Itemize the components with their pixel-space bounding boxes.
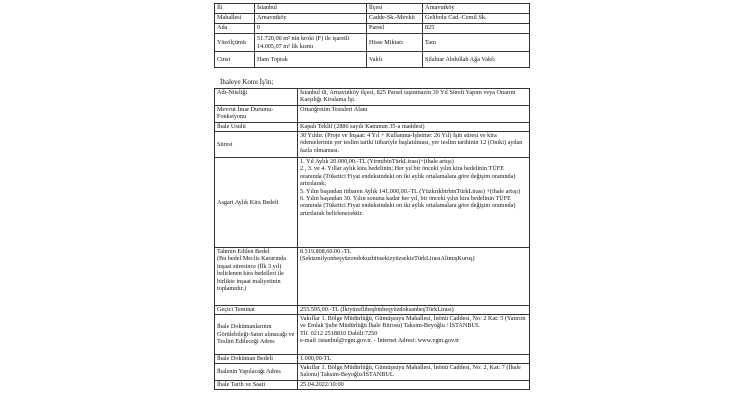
label-imar-durumu: Mevcut İmar Durumu-Fonksiyonu (215, 106, 298, 123)
parcel-info-table (214, 3, 530, 68)
label-ada: Ada (215, 24, 255, 34)
label-suresi: Süresi (215, 132, 298, 158)
value-vakfi: Silahtar Abdullah Ağa Vakfı (423, 52, 530, 68)
table-row (215, 306, 530, 315)
table-row (215, 89, 530, 106)
section-title: İhaleye Konu İş'in; (220, 78, 274, 86)
value-ihale-adres: Vakıflar 1. Bölge Müdürlüğü, Gümüşsuyu Mahallesi, İnönü Caddesi, No: 2, Kat: 7 (İhale Salonu) Taksim-Beyoğlu/İSTANBUL (298, 364, 530, 381)
table-row (215, 248, 530, 306)
label-cadde: Cadde-Sk.-Mevkii (367, 14, 423, 24)
value-ilce: Arnavutköy (423, 4, 530, 14)
label-ihale-adres: İhalenin Yapılacağı Adres (215, 364, 298, 381)
value-ihale-tarih: 25.04.2022/10:00 (298, 381, 530, 390)
value-imar-durumu: Ortaöğretim Tesisleri Alanı (298, 106, 530, 123)
table-row (215, 14, 530, 24)
value-parsel: 825 (423, 24, 530, 34)
value-adi-niteligi: İstanbul ili, Arnavutköy ilçesi, 825 Parsel taşınmazın 30 Yıl Süreli Yapım veya Onarım Karşılığı Kiralama İşi. (298, 89, 530, 106)
label-ihale-usulu: İhale Usulü (215, 123, 298, 132)
label-cinsi: Cinsi (215, 52, 255, 68)
value-cinsi: Ham Toprak (255, 52, 367, 68)
table-row (215, 24, 530, 34)
label-asgari-kira: Asgari Aylık Kira Bedeli (215, 158, 298, 248)
value-cadde: Gelibolu Cad.-Cemil Sk. (423, 14, 530, 24)
value-dokuman-adres: Vakıflar 1. Bölge Müdürlüğü, Gümüşsuyu Mahallesi, İnönü Caddesi, No: 2 Kat: 5 (Yatırım ve Emlak Şube Müdürlüğü İhale Bürosu) Taksim-Beyoğlu / İSTANBUL Tlf. 0212 2518810 Dahili:7250 e-mail :istanbul@vgm.gov.tr. - İnternet Adresi: www.vgm.gov.tr (298, 315, 530, 355)
label-yuzolcumu: Yüzölçümü (215, 34, 255, 52)
value-dokuman-bedeli: 1.000,00-TL (298, 355, 530, 364)
label-il: İli (215, 4, 255, 14)
table-row (215, 315, 530, 355)
label-mahalle: Mahallesi (215, 14, 255, 24)
value-gecici-teminat: 255.595,00.-TL (İkiyüzellibeşbinbeşyüzdoksanbeşTürkLirası) (298, 306, 530, 315)
label-hisse: Hisse Miktarı (367, 34, 423, 52)
table-row (215, 381, 530, 390)
value-mahalle: Arnavutköy (255, 14, 367, 24)
label-parsel: Parsel (367, 24, 423, 34)
tender-details-table (214, 88, 530, 390)
value-suresi: 30 Yıldır. (Proje ve İnşaat: 4 Yıl + Kullanma-İşletme: 26 Yıl) İşin süresi ve kira ödemelerinin yer teslim tarihi itibariyle başlatılması, yer teslim tarihinin 12 (Oniki) aydan fazla olmaması. (298, 132, 530, 158)
label-dokuman-bedeli: İhale Doküman Bedeli (215, 355, 298, 364)
table-row (215, 132, 530, 158)
value-asgari-kira: 1. Yıl Aylık 20.000,00.-TL (YirmibinTürkLirası)+(ihale artışı) 2., 3. ve 4. Yıllar aylık kira bedelinin; Her yıl bir önceki yılın kira bedelinin TÜFE oranında (Tüketici Fiyat endeksindeki on iki aylık ortalamalara göre değişim oranında) artırılarak; 5. Yılın başından itibaren Aylık 141.000,00.-TL (YüzkırkbirbinTürkLirası) +(ihale artışı) 6. Yılın başından 30. Yılın sonuna kadar her yıl, bir önceki yılın kira bedelinin TÜFE oranında (Tüketici Fiyat endeksindeki on iki aylık ortalamalara göre değişim oranında) artırılarak belirlenecektir. (298, 158, 530, 248)
label-tahmin-bedel: Tahmin Edilen Bedel (Bu bedel Meclis Kararında inşaat süresince (İlk 3 yıl) belirlenen kira bedelleri ile birlikte inşaat maliyetinin toplamıdır.) (215, 248, 298, 306)
value-ihale-usulu: Kapalı Teklif (2886 sayılı Kanunun 35-a maddesi) (298, 123, 530, 132)
value-hisse: Tam (423, 34, 530, 52)
label-ihale-tarih: İhale Tarih ve Saati (215, 381, 298, 390)
table-row (215, 364, 530, 381)
table-row (215, 4, 530, 14)
label-vakfi: Vakfı (367, 52, 423, 68)
table-row (215, 158, 530, 248)
label-adi-niteligi: Adı-Niteliği (215, 89, 298, 106)
label-ilce: İlçesi (367, 4, 423, 14)
label-gecici-teminat: Geçici Teminat (215, 306, 298, 315)
table-row (215, 52, 530, 68)
table-row (215, 355, 530, 364)
value-yuzolcumu: 51.720,00 m² nin kroki (F) ile işaretli 14.005,07 m² lik kısmı (255, 34, 367, 52)
value-il: İstanbul (255, 4, 367, 14)
value-tahmin-bedel: 8.519.808,60.00.-TL (SekizmilyonbeşyüzondokuzbinsekizyüzsekizTürkLirasıAltmışKuruş) (298, 248, 530, 306)
label-dokuman-adres: İhale Dokümanlarının Görülebileği-Satın alınacağı ve Teslim Edileceği Adres (215, 315, 298, 355)
table-row (215, 34, 530, 52)
table-row (215, 123, 530, 132)
table-row (215, 106, 530, 123)
value-ada: 0 (255, 24, 367, 34)
